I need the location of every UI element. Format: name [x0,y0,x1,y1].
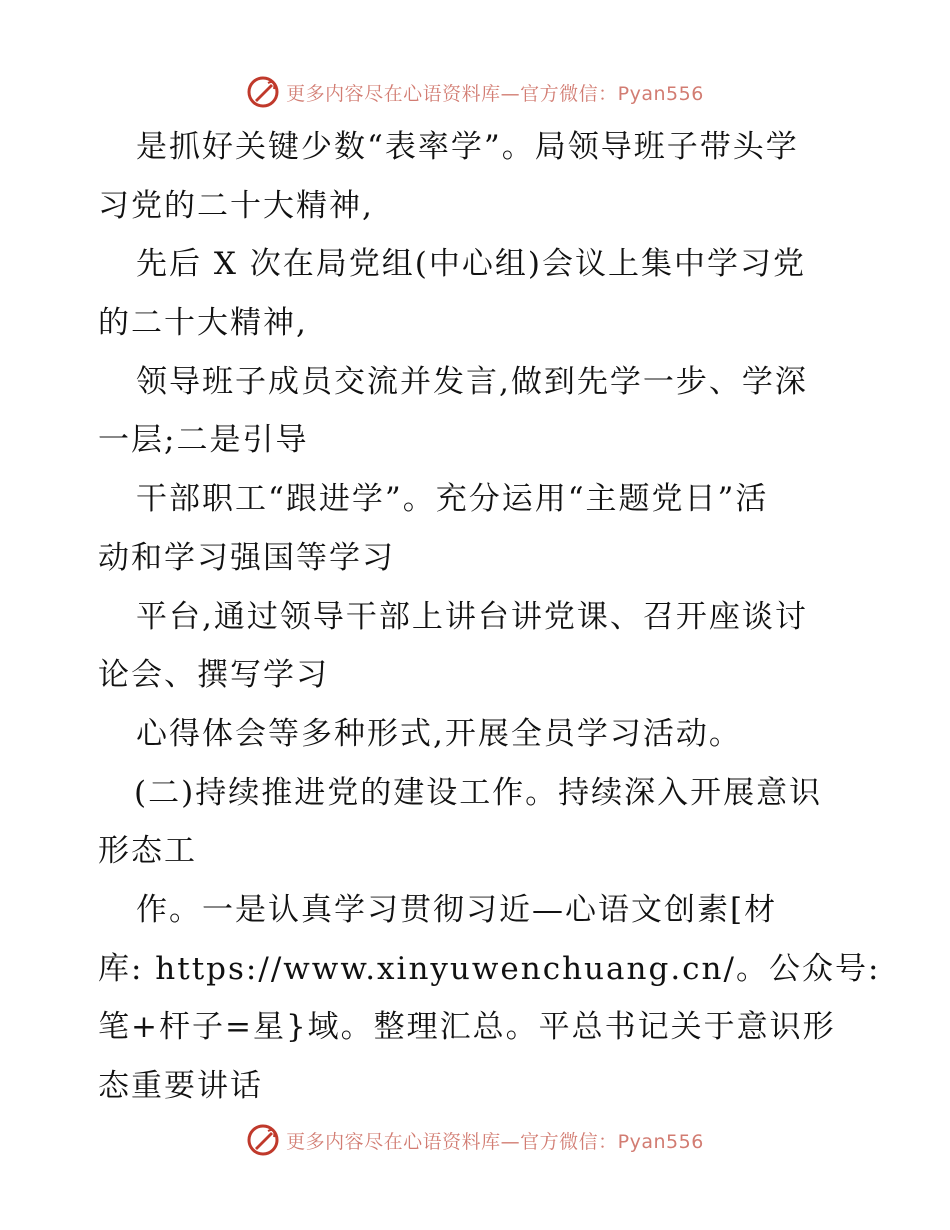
body-line: 库: https://www.xinyuwenchuang.cn/。公众号: [98,950,881,987]
body-line: 论会、撰写学习 [98,657,329,694]
quill-seal-icon [246,75,280,109]
body-line: 心得体会等多种形式,开展全员学习活动。 [136,715,742,752]
body-line: 干部职工“跟进学”。充分运用“主题党日”活 [136,481,769,518]
body-line: 形态工 [98,833,197,870]
footer-banner-text: 更多内容尽在心语资料库—官方微信：Pyan556 [286,1130,704,1153]
body-line: 动和学习强国等学习 [98,539,395,576]
body-line: 作。一是认真学习贯彻习近—心语文创素[材 [136,891,778,928]
body-line: 态重要讲话 [98,1068,263,1104]
header-banner [0,72,950,112]
quill-seal-icon [246,1123,280,1157]
body-line: (二)持续推进党的建设工作。持续深入开展意识 [134,774,823,811]
body-line: 习党的二十大精神, [98,187,374,224]
document-body [98,118,881,1116]
footer-banner [0,1120,950,1160]
body-line: 平台,通过领导干部上讲台讲党课、召开座谈讨 [136,598,808,635]
body-line: 领导班子成员交流并发言,做到先学一步、学深 [136,363,808,400]
header-banner-text: 更多内容尽在心语资料库—官方微信：Pyan556 [286,82,704,105]
body-line: 先后 X 次在局党组(中心组)会议上集中学习党 [136,246,806,283]
body-line: 的二十大精神, [98,305,308,342]
body-line: 一层;二是引导 [98,422,309,459]
body-line: 是抓好关键少数“表率学”。局领导班子带头学 [136,129,799,165]
body-line: 笔+杆子=星}域。整理汇总。平总书记关于意识形 [98,1009,836,1046]
